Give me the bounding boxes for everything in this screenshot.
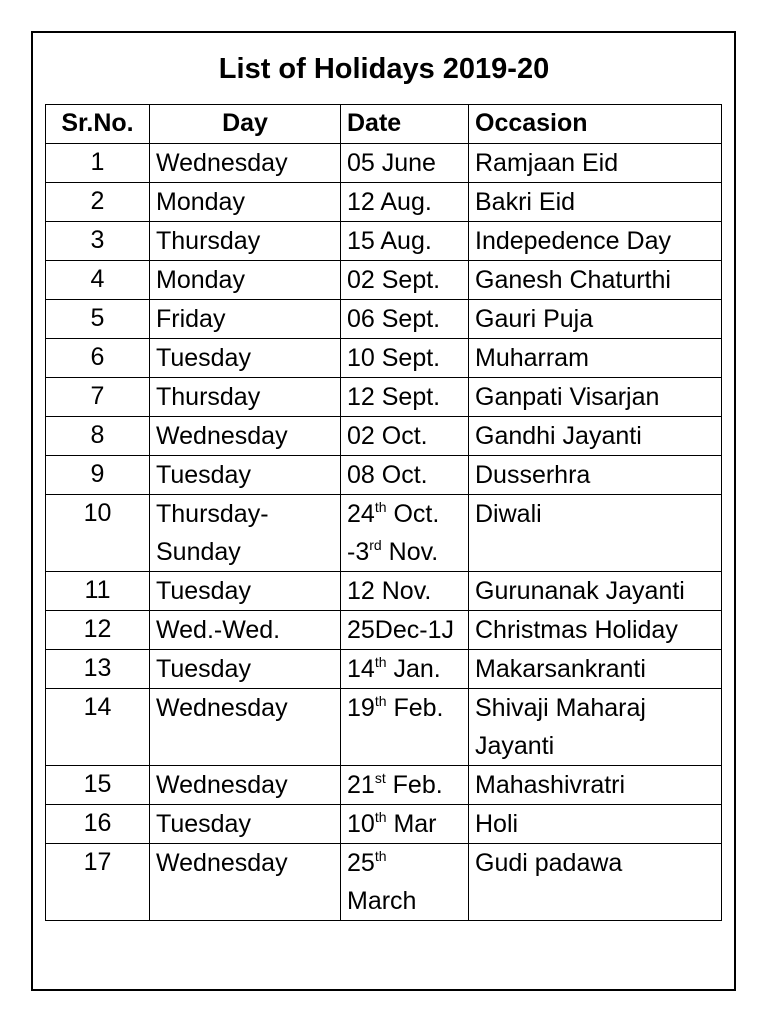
occasion-line: Ganesh Chaturthi [475,265,671,294]
table-row [46,765,722,804]
cell-date [341,494,469,571]
cell-date [341,221,469,260]
cell-occasion [469,765,722,804]
holidays-table [45,104,722,921]
date-text: -3 [347,537,370,566]
occasion-line: Muharram [475,343,589,372]
date-ordinal-suffix: th [374,808,387,825]
cell-sr-no: 10 [46,494,150,571]
date-text: 10 [347,809,375,838]
day-line: Tuesday [156,654,251,683]
date-text: 02 Oct. [347,421,428,450]
date-ordinal-suffix: th [374,692,387,709]
cell-date [341,143,469,182]
occasion-line: Indepedence Day [475,226,671,255]
table-row [46,804,722,843]
cell-day [150,338,341,377]
cell-sr-no: 5 [46,299,150,338]
date-line [347,261,462,299]
date-line [347,144,462,182]
date-ordinal-suffix: th [374,847,387,864]
cell-date [341,377,469,416]
cell-day [150,610,341,649]
table-row [46,843,722,920]
date-line [347,222,462,260]
cell-date [341,610,469,649]
occasion-line: Makarsankranti [475,654,646,683]
table-row [46,377,722,416]
cell-date [341,804,469,843]
header-occasion: Occasion [469,105,722,144]
cell-occasion [469,416,722,455]
cell-occasion [469,338,722,377]
date-text: Nov. [381,537,439,566]
table-row [46,649,722,688]
occasion-line: Ganpati Visarjan [475,382,660,411]
cell-sr-no: 12 [46,610,150,649]
cell-day [150,649,341,688]
cell-sr-no: 14 [46,688,150,765]
date-line [347,417,462,455]
cell-occasion [469,843,722,920]
date-line [347,611,462,649]
occasion-line: Gurunanak Jayanti [475,576,685,605]
day-line: Wednesday [156,693,288,722]
date-text: 08 Oct. [347,460,428,489]
cell-date [341,416,469,455]
cell-sr-no: 15 [46,765,150,804]
cell-day [150,843,341,920]
page-title: List of Holidays 2019-20 [218,53,550,85]
cell-occasion [469,688,722,765]
cell-day [150,260,341,299]
date-text: 19 [347,693,375,722]
cell-occasion [469,299,722,338]
occasion-line: Christmas Holiday [475,615,678,644]
occasion-line: Ramjaan Eid [475,148,619,177]
cell-occasion [469,804,722,843]
occasion-line: Gandhi Jayanti [475,421,642,450]
date-line [347,882,462,920]
cell-sr-no: 2 [46,182,150,221]
table-row [46,221,722,260]
cell-date [341,688,469,765]
date-text: 05 June [347,148,436,177]
occasion-line: Diwali [475,499,542,528]
cell-day [150,221,341,260]
day-line: Wednesday [156,770,288,799]
cell-sr-no: 11 [46,571,150,610]
day-line: Wednesday [156,421,288,450]
cell-date [341,455,469,494]
cell-sr-no: 16 [46,804,150,843]
table-row [46,688,722,765]
date-text: Jan. [386,654,441,683]
date-text: Feb. [385,770,443,799]
date-line [347,766,462,804]
date-ordinal-suffix: th [374,498,387,515]
date-text: 12 Nov. [347,576,432,605]
date-line [347,650,462,688]
cell-date [341,182,469,221]
day-line: Wed.-Wed. [156,615,281,644]
cell-day [150,299,341,338]
date-line [347,339,462,377]
table-row [46,571,722,610]
occasion-line: Shivaji Maharaj [475,693,646,722]
date-line [347,572,462,610]
cell-occasion [469,571,722,610]
cell-sr-no: 6 [46,338,150,377]
day-line: Tuesday [156,460,251,489]
cell-day [150,804,341,843]
cell-day [150,494,341,571]
header-date: Date [341,105,469,144]
header-sr-no: Sr.No. [46,105,150,144]
date-line [347,689,462,727]
cell-occasion [469,143,722,182]
cell-occasion [469,649,722,688]
date-line [347,844,462,882]
day-line: Monday [156,265,245,294]
cell-day [150,455,341,494]
date-line [347,300,462,338]
date-line [347,378,462,416]
date-text: 10 Sept. [347,343,441,372]
table-body [46,143,722,920]
occasion-line: Bakri Eid [475,187,576,216]
cell-day [150,688,341,765]
date-text: March [347,886,417,915]
occasion-line: Gudi padawa [475,848,623,877]
cell-date [341,843,469,920]
cell-sr-no: 17 [46,843,150,920]
date-text: Mar [386,809,437,838]
date-text: 02 Sept. [347,265,441,294]
occasion-line: Mahashivratri [475,770,626,799]
day-line: Tuesday [156,809,251,838]
cell-occasion [469,494,722,571]
date-text: 12 Sept. [347,382,441,411]
date-line [347,456,462,494]
cell-date [341,571,469,610]
cell-day [150,143,341,182]
table-row [46,182,722,221]
table-row [46,494,722,571]
date-line [347,495,462,533]
table-row [46,338,722,377]
cell-date [341,765,469,804]
table-row [46,143,722,182]
table-row [46,260,722,299]
cell-occasion [469,182,722,221]
occasion-line: Jayanti [475,731,555,760]
cell-sr-no: 9 [46,455,150,494]
table-row [46,455,722,494]
date-text: 24 [347,499,375,528]
day-line: Wednesday [156,848,288,877]
date-text: 14 [347,654,375,683]
day-line: Friday [156,304,226,333]
cell-day [150,182,341,221]
header-day: Day [150,105,341,144]
cell-day [150,571,341,610]
day-line: Tuesday [156,576,251,605]
cell-sr-no: 4 [46,260,150,299]
cell-sr-no: 13 [46,649,150,688]
day-line: Thursday- [156,499,269,528]
day-line: Monday [156,187,245,216]
cell-sr-no: 1 [46,143,150,182]
date-text: 12 Aug. [347,187,432,216]
date-line [347,805,462,843]
occasion-line: Gauri Puja [475,304,594,333]
date-ordinal-suffix: st [374,769,386,786]
day-line: Thursday [156,382,261,411]
date-line [347,533,462,571]
date-ordinal-suffix: rd [369,536,382,553]
cell-date [341,260,469,299]
day-line: Sunday [156,537,241,566]
cell-date [341,649,469,688]
date-text: 25 [347,848,375,877]
cell-occasion [469,377,722,416]
cell-sr-no: 3 [46,221,150,260]
date-line [347,183,462,221]
cell-date [341,338,469,377]
table-row [46,610,722,649]
cell-occasion [469,610,722,649]
table-row [46,416,722,455]
cell-day [150,765,341,804]
date-text: 15 Aug. [347,226,432,255]
table-row [46,299,722,338]
cell-occasion [469,455,722,494]
occasion-line: Holi [475,809,519,838]
date-ordinal-suffix: th [374,653,387,670]
occasion-line: Dusserhra [475,460,591,489]
cell-occasion [469,221,722,260]
cell-date [341,299,469,338]
cell-occasion [469,260,722,299]
date-text: 25Dec-1J [347,615,454,644]
cell-sr-no: 7 [46,377,150,416]
day-line: Thursday [156,226,261,255]
cell-day [150,377,341,416]
day-line: Tuesday [156,343,251,372]
day-line: Wednesday [156,148,288,177]
cell-day [150,416,341,455]
date-text: Feb. [386,693,444,722]
cell-sr-no: 8 [46,416,150,455]
date-text: 21 [347,770,375,799]
table-header-row [46,105,722,144]
date-text: Oct. [386,499,440,528]
date-text: 06 Sept. [347,304,441,333]
